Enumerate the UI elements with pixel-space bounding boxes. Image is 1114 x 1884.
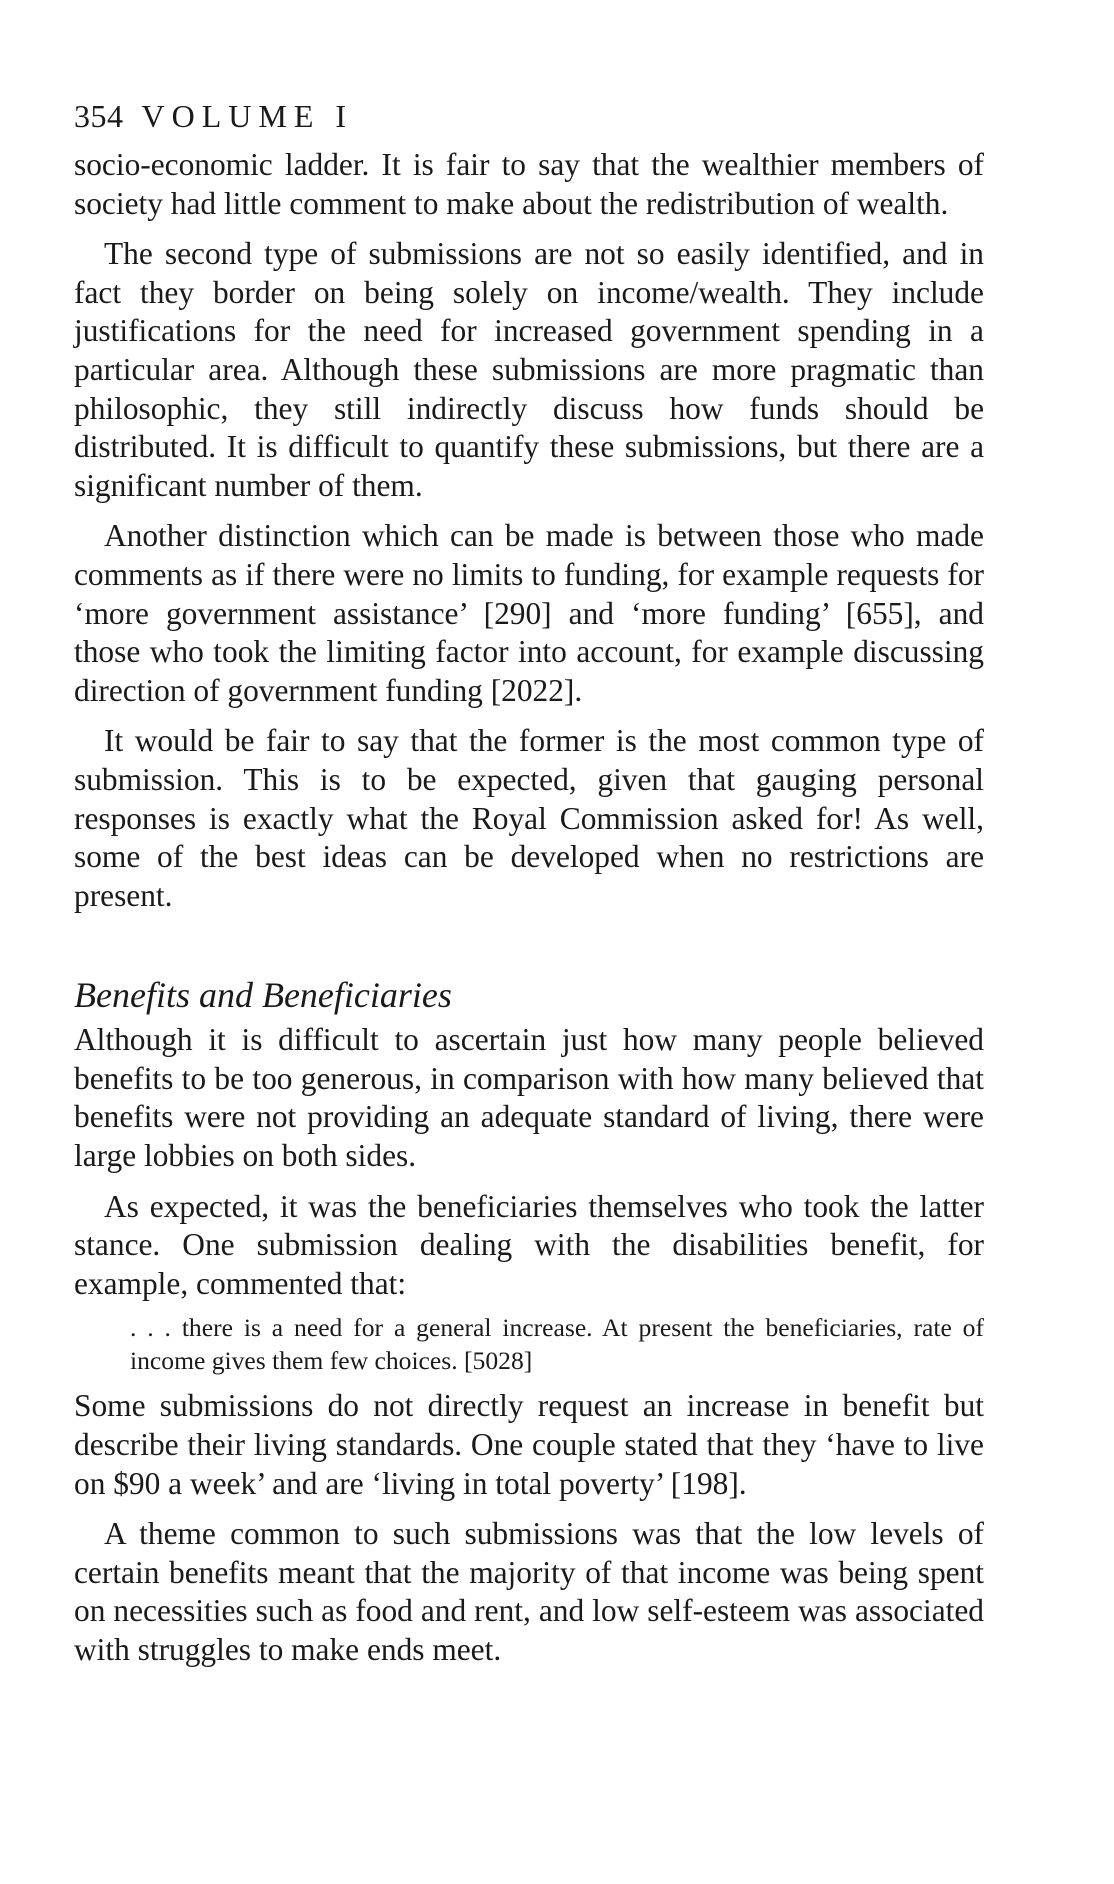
- paragraph: Although it is difficult to ascertain just how many people believed benefits to be too generous, in comparison with how many believed that benefits were not providing an adequate standard of living, there were large lobbies on both sides.: [74, 1022, 984, 1174]
- paragraph-continued: socio-economic ladder. It is fair to say that the wealthier members of society had little comment to make about the redistribution of wealth.: [74, 147, 984, 221]
- quote-text: . . . there is a need for a general increase. At present the beneficiaries, rate of income gives them few choices. [5028]: [130, 1313, 984, 1376]
- volume-label: VOLUME I: [141, 98, 354, 134]
- block-quote: [130, 1311, 984, 1377]
- paragraph: The second type of submissions are not so easily identified, and in fact they border on being solely on income/wealth. They include justifications for the need for increased government spending in a particular area. Although these submissions are more pragmatic than philosophic, they still indirectly discuss how funds should be distributed. It is difficult to quantify these submissions, but there are a significant number of them.: [74, 236, 984, 503]
- book-page: [74, 96, 984, 1670]
- paragraph: Another distinction which can be made is between those who made comments as if there were no limits to funding, for example requests for ‘more government assistance’ [290] and ‘more funding’ [655], and those who took the limiting factor into account, for example discussing direction of government funding [2022].: [74, 518, 984, 708]
- paragraph: A theme common to such submissions was that the low levels of certain benefits meant that the majority of that income was being spent on necessities such as food and rent, and low self-esteem was associated with struggles to make ends meet.: [74, 1516, 984, 1667]
- paragraph: It would be fair to say that the former is the most common type of submission. This is to be expected, given that gauging personal responses is exactly what the Royal Commission asked for! As well, some of the best ideas can be developed when no restrictions are present.: [74, 723, 984, 913]
- paragraph: As expected, it was the beneficiaries themselves who took the latter stance. One submission dealing with the disabilities benefit, for example, commented that:: [74, 1188, 984, 1301]
- section-heading: Benefits and Beneficiaries: [74, 975, 452, 1016]
- running-head: [74, 96, 984, 136]
- paragraph: Some submissions do not directly request an increase in benefit but describe their living standards. One couple stated that they ‘have to live on $90 a week’ and are ‘living in total poverty’ [198].: [74, 1388, 984, 1501]
- page-number: 354: [74, 98, 124, 134]
